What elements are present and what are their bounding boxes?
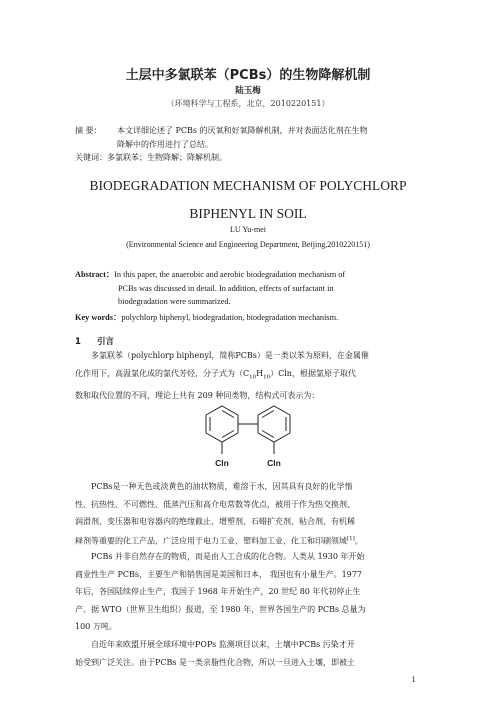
chinese-abstract (75, 124, 425, 152)
english-author: LU Yu-mei (230, 225, 266, 234)
english-abstract-label: Abstract： (75, 270, 115, 279)
paragraph-line: 多氯联苯（polychlorp biphenyl，简称PCBs）是一类以苯为原料，在金属催 (91, 351, 369, 360)
paragraph-line: 年后，各国陆续停止生产，我国于 1968 年开始生产，20 世纪 80 年代初停止生 (75, 587, 361, 596)
intro-paragraph-1 (75, 347, 423, 404)
chlorine-label-right: Cln (267, 458, 281, 468)
english-keywords (75, 311, 338, 323)
english-keywords-text: polychlorp biphenyl, biodegradation, biodegradation mechanism. (121, 313, 339, 322)
chinese-abstract-line: 本文详细论述了 PCBs 的厌氧和好氧降解机制，并对表面活化剂在生物 (117, 126, 368, 135)
english-abstract-line: PCBs was discussed in detail. In addition, effects of surfactant in (118, 283, 334, 293)
intro-paragraph-2 (75, 478, 423, 550)
paragraph-line: PCBs 并非自然存在的物质，而是由人工合成的化合物。人类从 1930 年开始 (91, 552, 365, 561)
paragraph-line: 释剂等重要的化工产品，广泛应用于电力工业、塑料加工业、化工和印刷领域[1]。 (75, 535, 363, 546)
section-title: 引言 (97, 337, 115, 347)
paragraph-line: 数和取代位置的不同，理论上共有 209 种同类物，结构式可表示为： (75, 390, 320, 400)
section-heading (75, 335, 114, 347)
english-keywords-label: Key words： (75, 313, 122, 322)
chinese-author: 陆玉梅 (235, 86, 261, 96)
chlorine-label-left: Cln (215, 458, 229, 468)
intro-paragraph-3 (75, 548, 423, 636)
pcb-structure-diagram (192, 398, 312, 476)
paragraph-line: 自近年来欧盟开展全球环境中POPs 监测项目以来，土壤中PCBs 污染才开 (91, 640, 355, 649)
chinese-abstract-label: 摘 要： (75, 126, 102, 135)
chinese-keywords: 关键词：多氯联苯；生物降解；降解机制。 (75, 153, 227, 162)
benzene-ring-right (258, 406, 290, 442)
english-abstract-line: In this paper, the anaerobic and aerobic biodegradation mechanism of (114, 270, 346, 279)
english-title-line-1: BIODEGRADATION MECHANISM OF POLYCHLORP (89, 178, 407, 193)
benzene-ring-left (206, 406, 238, 442)
paragraph-line: 性、抗热性、不可燃性、低蒸汽压和高介电常数等优点，被用于作为热交换剂、 (75, 499, 355, 509)
paragraph-line: 100 万吨。 (75, 622, 117, 631)
paragraph-line: 产。据 WTO（世界卫生组织）报道，至 1980 年，世界各国生产的 PCBs 总量为 (75, 604, 366, 614)
chinese-abstract-line: 降解中的作用进行了总结。 (117, 140, 213, 149)
section-number: 1 (75, 337, 81, 347)
english-title-line-2: BIPHENYL IN SOIL (189, 206, 307, 221)
intro-paragraph-4 (75, 636, 423, 671)
chinese-affiliation: （环境科学与工程系，北京，2010220151） (166, 99, 330, 108)
page-number: 1 (411, 676, 416, 684)
citation-ref: [1] (347, 535, 355, 542)
paragraph-line: 润滑剂、变压器和电容器内的绝缘截止、增塑剂、石蜡扩充剂、粘合剂、有机稀 (75, 517, 355, 526)
chinese-title: 土层中多氯联苯（PCBs）的生物降解机制 (125, 68, 371, 83)
paragraph-line: 化作用下，高温氯化成的氯代芳烃，分子式为$(C_{10}H_{10})Cln$，根据氯原子取代 (75, 368, 356, 381)
paragraph-line: PCBs是一种无色或淡黄色的油状物质，难溶于水，因其具有良好的化学惰 (91, 482, 353, 491)
english-affiliation: (Environmental Science and Engineering Department, Beijing,2010220151) (126, 240, 370, 249)
paragraph-line: 始受到广泛关注。由于PCBs 是一类亲脂性化合物，所以一旦进入土壤，即被土 (75, 657, 356, 667)
paragraph-line: 商业性生产 PCBs，主要生产和销售国是美国和日本， 我国也有小量生产。1977 (75, 569, 362, 579)
english-abstract (75, 268, 435, 309)
english-abstract-line: biodegradation were summarized. (118, 297, 231, 306)
